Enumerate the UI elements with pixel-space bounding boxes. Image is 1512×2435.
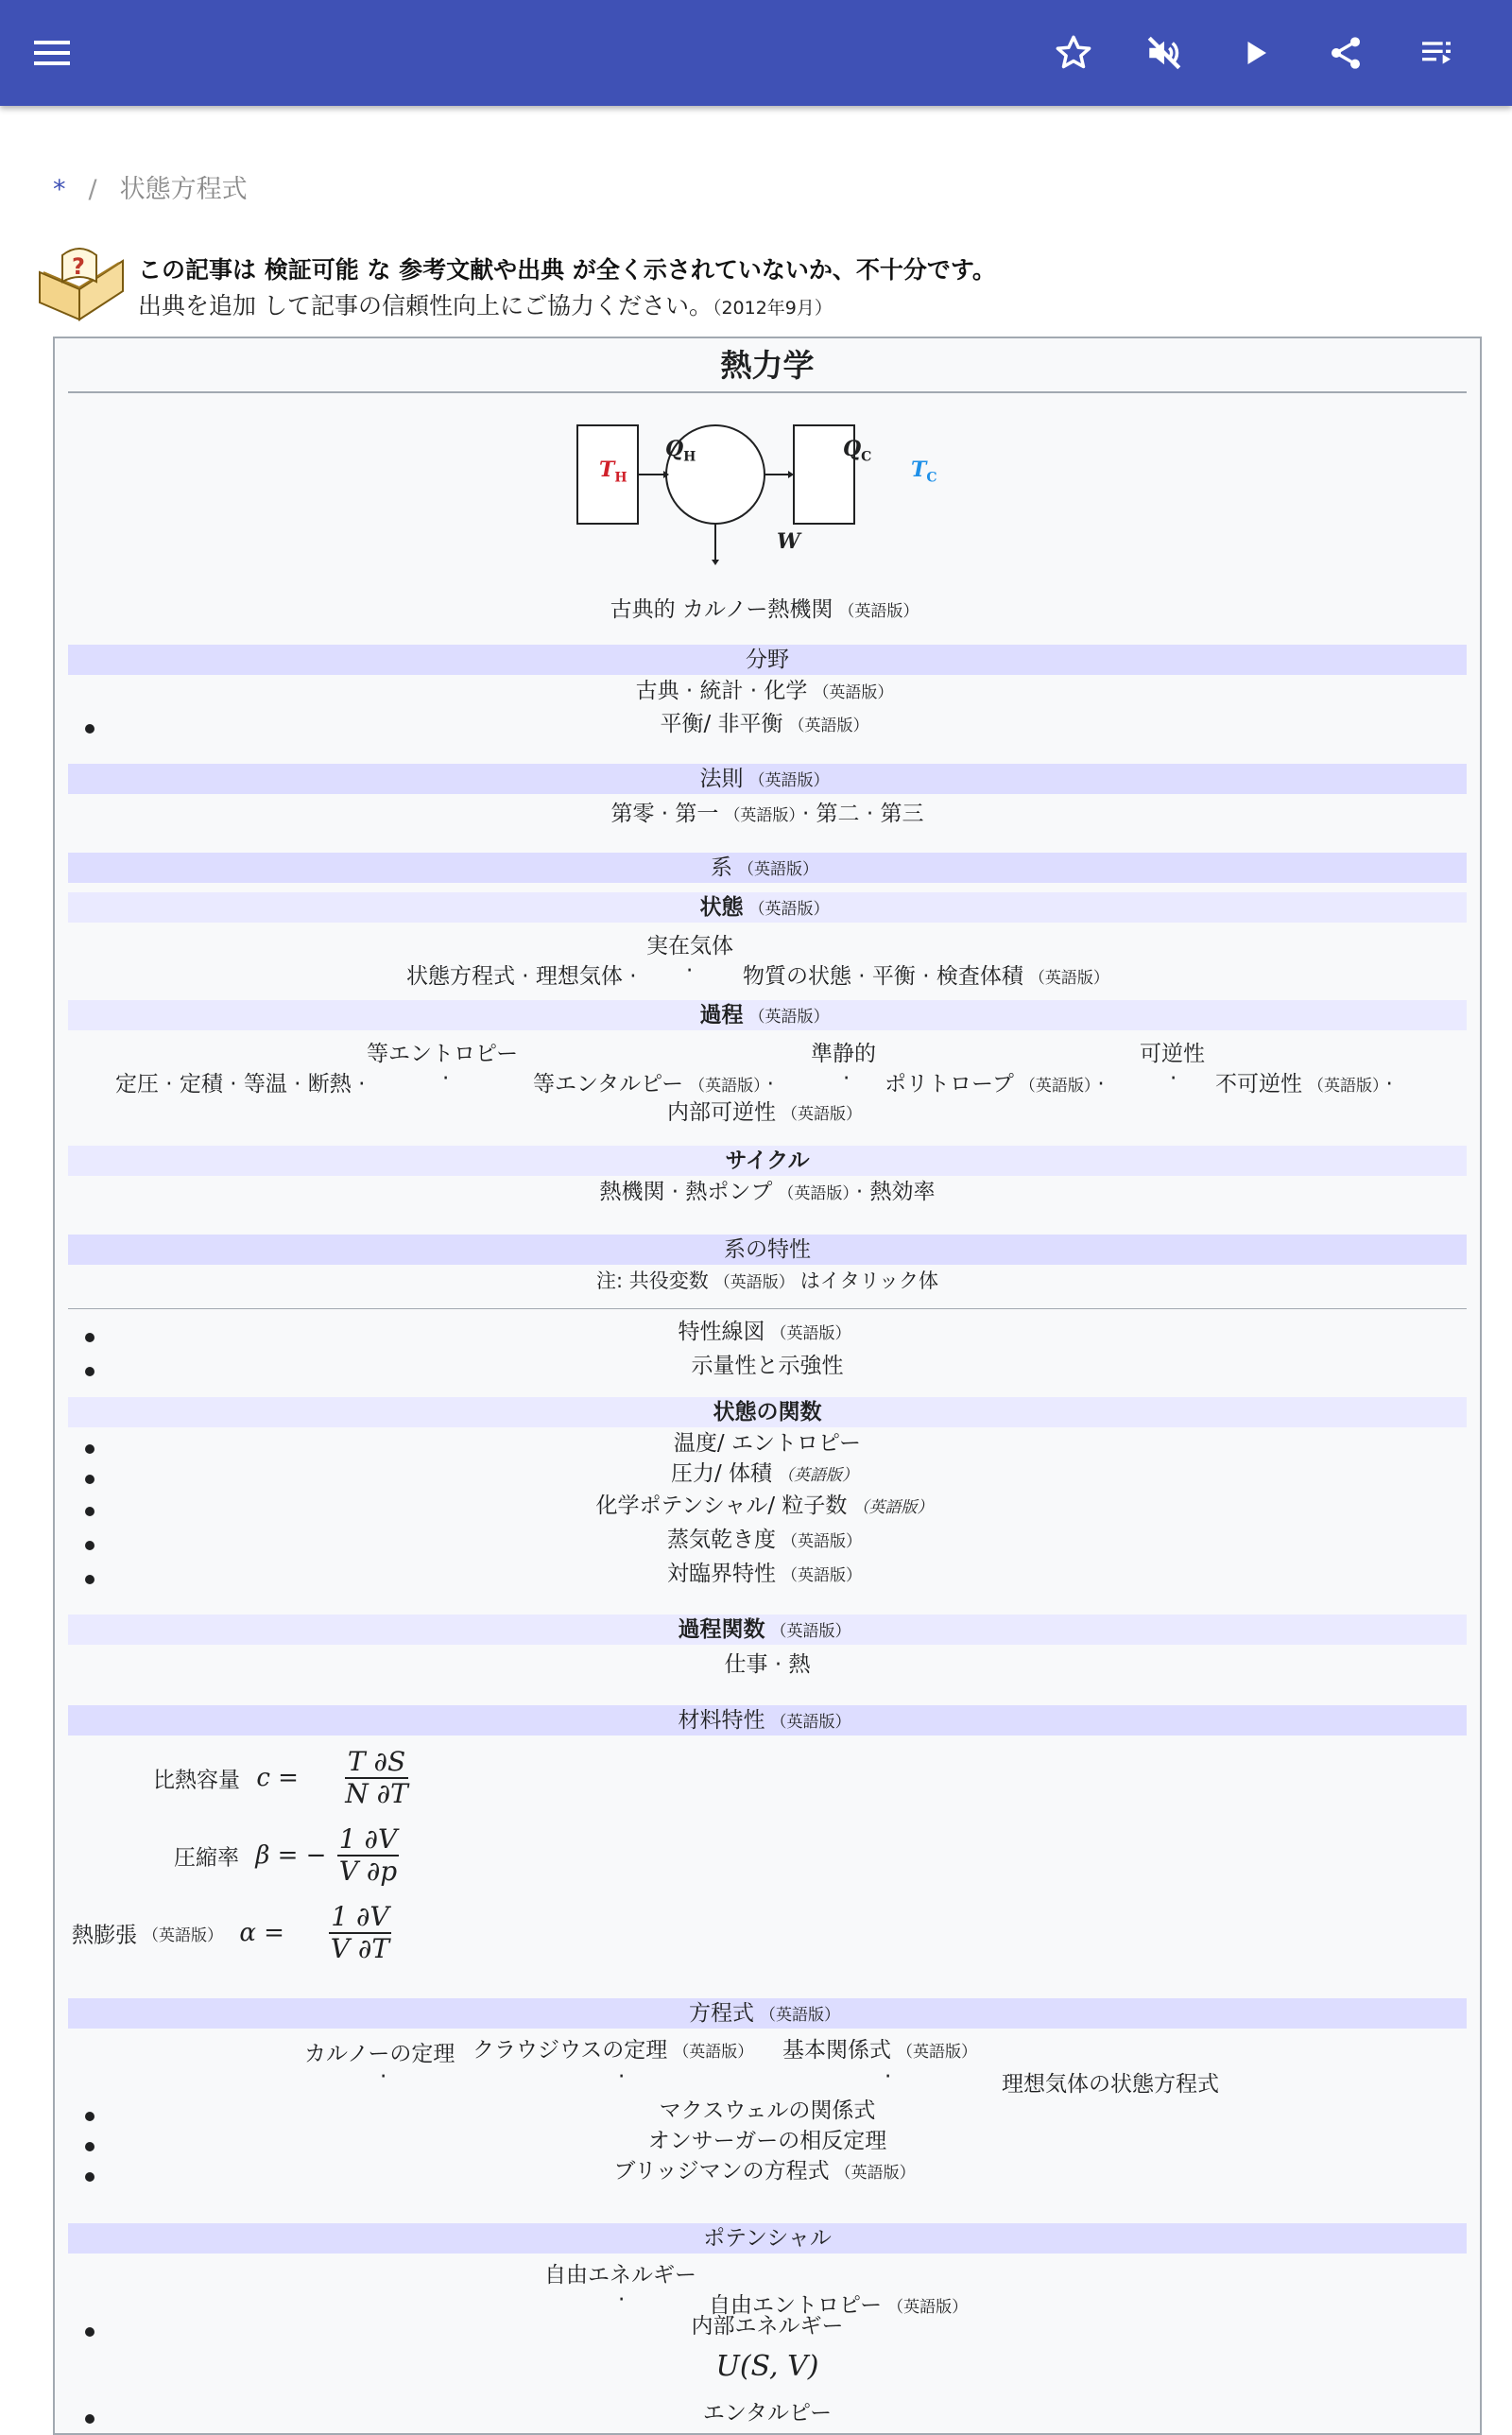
process-isentropic[interactable]: 等エントロピー [367,1042,519,1066]
process-irreversible-en[interactable]: （英語版） [1308,1077,1381,1096]
caption-link[interactable]: 古典的 カルノー熱機関 [610,597,833,622]
material-row-1 [153,1747,408,1809]
statefunc-item-4 [68,1526,1467,1556]
state-line-2a[interactable]: 状態方程式 · 理想気体 · [406,964,637,989]
sf5-link[interactable]: 対臨界特性 [667,1562,776,1586]
laws-header-text: 法則 [699,767,744,791]
pot-free-entropy[interactable]: 自由エントロピー [709,2293,883,2318]
process-header[interactable] [68,1000,1467,1030]
thermodynamics-infobox [53,337,1482,2435]
laws-en[interactable]: （英語版） [724,806,797,825]
diagram-w-label: W [777,529,800,554]
process-line-3 [68,1098,1467,1129]
sf2-link[interactable]: 圧力/ 体積 [670,1461,773,1486]
diagram-qh: Q [665,437,684,461]
sf4-en[interactable]: （英語版） [782,1532,862,1551]
mat2-fraction [337,1824,399,1887]
branches-header[interactable]: 分野 [68,645,1467,675]
diagram-caption [68,596,1467,626]
diagram-qh-label [665,437,696,464]
eq-dot-2: · [618,2064,626,2089]
cycles-line [68,1178,1467,1208]
mat3-en[interactable]: （英語版） [143,1926,223,1945]
play-icon[interactable] [1230,28,1280,78]
sysprops-note-b: はイタリック体 [799,1269,938,1292]
laws-header[interactable] [68,764,1467,794]
breadcrumb-current: 状態方程式 [119,175,248,204]
mat3-symbol: α = [239,1919,284,1947]
mat2-numerator: 1 ∂V [338,1823,398,1855]
statefunc-item-3 [68,1492,1467,1522]
sf3-en[interactable]: （英語版） [852,1498,934,1517]
branches-links[interactable]: 古典 · 統計 · 化学 [635,679,808,703]
mat3-numerator: 1 ∂V [331,1901,389,1932]
pot-enthalpy[interactable]: エンタルピー [702,2401,833,2426]
process-quasistatic[interactable]: 準静的 [811,1042,876,1066]
diagram-qh-sub: H [683,449,696,465]
process-dot-3: · [1170,1066,1177,1091]
eq-fundamental-en[interactable]: （英語版） [897,2043,977,2062]
statefunc-item-2 [68,1459,1467,1490]
diagram-qc-label [843,437,871,464]
branches-en[interactable]: （英語版） [813,683,894,702]
mat3-label[interactable]: 熱膨張 [72,1923,137,1948]
book-question-icon [34,244,129,327]
equations-header[interactable] [68,1998,1467,2029]
process-polytropic[interactable]: ポリトロープ [885,1072,1014,1097]
branches-en-2[interactable]: （英語版） [788,717,869,735]
process-isenthalpic[interactable]: 等エンタルピー [533,1072,684,1097]
sysprops-item-1 [68,1318,1467,1348]
cycles-links-b[interactable]: · 熱効率 [855,1180,936,1204]
pot-internal-energy[interactable]: 内部エネルギー [691,2314,844,2339]
pot-dot: · [618,2288,626,2312]
mat2-label[interactable]: 圧縮率 [174,1845,239,1871]
process-dot-1: · [442,1066,450,1091]
process-dot-2: · [843,1066,850,1091]
pot-internal-formula: U(S, V) [715,2350,819,2383]
sysprops-diagrams[interactable]: 特性線図 [678,1320,765,1344]
mat2-denominator: V ∂p [338,1856,398,1887]
pot-free-energy[interactable]: 自由エネルギー [544,2263,696,2288]
mat3-fraction [329,1902,390,1964]
procfunc-header-text: 過程関数 [678,1617,765,1642]
diagram-qc: Q [843,437,862,461]
sysprops-divider [68,1308,1467,1309]
material-row-2 [174,1824,399,1887]
process-reversible[interactable]: 可逆性 [1140,1042,1205,1066]
material-header[interactable] [68,1705,1467,1736]
mat1-denominator: N ∂T [345,1778,408,1809]
state-header[interactable] [68,892,1467,923]
diagram-th: T [599,458,615,482]
branches-line-2 [68,710,1467,740]
eq-onsager[interactable]: オンサーガーの相反定理 [647,2129,887,2153]
state-real-gas[interactable]: 実在気体 [646,934,733,958]
cycles-links-a[interactable]: 熱機関 · 熱ポンプ [599,1180,773,1204]
equations-header-en: （英語版） [760,2006,840,2025]
procfunc-line[interactable]: 仕事 · 熱 [724,1652,811,1677]
sf2-en[interactable]: （英語版） [778,1466,859,1485]
caption-en[interactable]: （英語版） [838,602,919,621]
equations-header-text: 方程式 [689,2001,754,2026]
eq-maxwell[interactable]: マクスウェルの関係式 [659,2098,876,2123]
laws-header-en: （英語版） [748,771,830,790]
laws-line [68,800,1467,830]
process-isenthalpic-group: 等エンタルピー （英語版） · [533,1072,774,1097]
sf3-link[interactable]: 化学ポテンシャル/ 粒子数 [595,1494,848,1518]
systems-header-text: 系 [711,855,732,880]
eq-carnot[interactable]: カルノーの定理 [304,2042,455,2066]
state-dot: · [686,958,694,983]
mat1-fraction [345,1747,408,1809]
playlist-icon[interactable] [1412,28,1461,78]
process-header-text: 過程 [699,1003,744,1028]
systems-header-en: （英語版） [738,860,818,879]
infobox-title: 熱力学 [68,338,1467,393]
mat1-numerator: T ∂S [345,1747,408,1779]
process-polytropic-group: ポリトロープ （英語版） · [885,1072,1105,1097]
systems-header[interactable] [68,853,1467,883]
notice-date: （2012年9月） [712,298,833,319]
state-links-b[interactable]: 物質の状態 · 平衡 · 検査体積 [743,964,1023,989]
sysprops-note-en[interactable]: （英語版） [713,1273,795,1292]
breadcrumb-home[interactable]: * [53,175,66,204]
eq-clausius[interactable]: クラウジウスの定理 [472,2038,668,2063]
eq-dot-1: · [380,2064,387,2089]
laws-links-b[interactable]: · 第二 · 第三 [801,802,924,826]
diagram-tc: T [911,458,927,482]
eq-clausius-group [472,2032,759,2064]
notice-line-2 [138,287,833,321]
eq-bridgman-en[interactable]: （英語版） [834,2164,916,2183]
mat1-symbol: c = [256,1764,299,1792]
process-internal-reversibility[interactable]: 内部可逆性 [667,1100,776,1125]
diagram-tc-label [911,458,937,485]
sysprops-item-1-en[interactable]: （英語版） [770,1324,851,1343]
laws-links-a[interactable]: 第零 · 第一 [610,802,719,826]
mute-icon[interactable] [1140,28,1189,78]
pot-free-entropy-en[interactable]: （英語版） [887,2298,969,2317]
state-header-en: （英語版） [748,900,830,919]
process-header-en: （英語版） [748,1008,830,1027]
branches-links-2[interactable]: 平衡/ 非平衡 [660,712,783,736]
sysprops-item-2[interactable]: 示量性と示強性 [691,1354,844,1378]
process-line-2a[interactable]: 定圧 · 定積 · 等温 · 断熱 · [115,1072,366,1097]
cycles-en[interactable]: （英語版） [778,1184,850,1203]
diagram-th-sub: H [614,470,627,486]
app-bar [0,0,1512,106]
carnot-engine-diagram [575,418,858,579]
state-en[interactable]: （英語版） [1028,969,1109,988]
potentials-header[interactable]: ポテンシャル [68,2223,1467,2254]
material-row-3 [72,1902,391,1964]
menu-icon[interactable] [28,28,77,78]
sysprops-note-a[interactable]: 注: 共役変数 [596,1269,709,1292]
state-line-2b [743,958,1115,990]
sysprops-note [68,1267,1467,1297]
statefunc-item-1[interactable]: 温度/ エントロピー [673,1431,862,1456]
process-polytropic-en[interactable]: （英語版） [1019,1077,1092,1096]
eq-clausius-en[interactable]: （英語版） [673,2043,754,2062]
process-isenthalpic-en[interactable]: （英語版） [689,1077,762,1096]
eq-fundamental-group [782,2032,983,2064]
branches-line-1 [68,677,1467,707]
star-icon[interactable] [1049,28,1098,78]
process-irreversible-group: 不可逆性 （英語版） · [1215,1072,1393,1097]
process-line-3-en[interactable]: （英語版） [782,1105,862,1124]
eq-bridgman[interactable]: ブリッジマンの方程式 [613,2159,830,2184]
process-irreversible[interactable]: 不可逆性 [1215,1072,1302,1097]
svg-text:?: ? [72,253,85,280]
eq-dot-3: · [885,2064,892,2089]
breadcrumb [53,168,248,205]
sf4-link[interactable]: 蒸気乾き度 [667,1528,776,1552]
state-header-text: 状態 [699,895,744,920]
material-header-en: （英語版） [770,1713,851,1732]
procfunc-header[interactable] [68,1615,1467,1645]
mat3-denominator: V ∂T [330,1933,390,1964]
material-header-text: 材料特性 [678,1708,765,1733]
mat2-symbol: β = − [255,1841,327,1870]
breadcrumb-separator: / [88,175,97,204]
eq-fundamental[interactable]: 基本関係式 [782,2038,891,2063]
cycles-header[interactable]: サイクル [68,1146,1467,1176]
diagram-th-label [599,458,627,485]
sf5-en[interactable]: （英語版） [782,1566,862,1585]
eq-bridgman-row [68,2157,1467,2187]
sysprops-header[interactable]: 系の特性 [68,1235,1467,1265]
diagram-qc-sub: C [861,449,872,465]
statefunc-header[interactable]: 状態の関数 [68,1397,1467,1427]
mat1-label[interactable]: 比熱容量 [153,1768,240,1793]
diagram-tc-sub: C [926,470,937,486]
share-icon[interactable] [1321,28,1370,78]
notice-line-1: この記事は 検証可能 な 参考文献や出典 が全く示されていないか、不十分です。 [138,256,996,284]
notice-line-2-text: 出典を追加 して記事の信頼性向上にご協力ください。 [138,292,713,319]
procfunc-header-en: （英語版） [770,1622,851,1641]
eq-ideal-gas[interactable]: 理想気体の状態方程式 [1002,2072,1219,2097]
statefunc-item-5 [68,1560,1467,1590]
